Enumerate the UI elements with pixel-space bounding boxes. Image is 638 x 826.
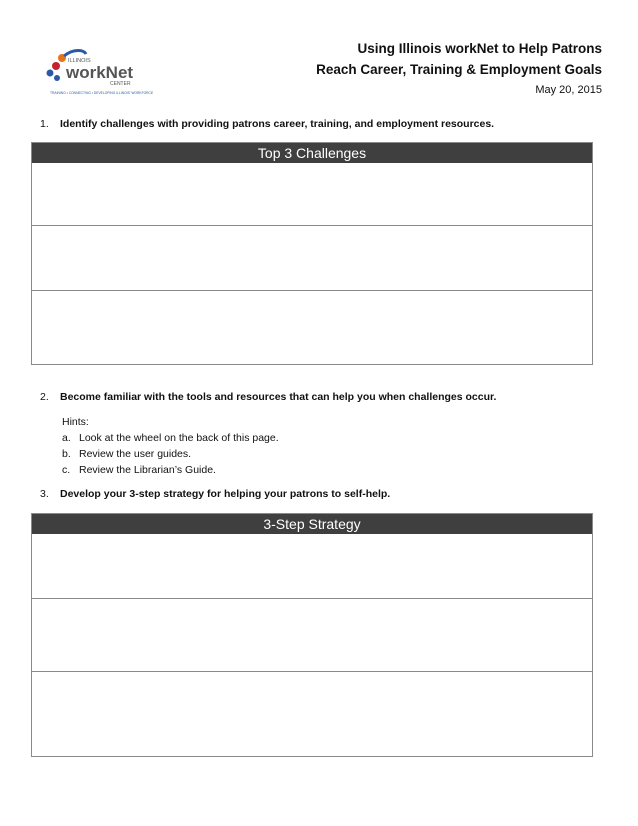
logo-tagline-text: TRAINING • CONNECTING • DEVELOPING ILLINOIS' WORKFORCE: [50, 91, 154, 95]
question-1-number: 1.: [40, 118, 49, 130]
question-2: [40, 391, 496, 403]
document-title: [316, 38, 602, 80]
hint-letter: a.: [62, 432, 71, 444]
logo-center-text: CENTER: [110, 81, 131, 87]
title-line-1: Using Illinois workNet to Help Patrons: [357, 41, 602, 56]
hints-list: [62, 414, 279, 478]
hints-label: Hints:: [62, 416, 89, 428]
question-2-number: 2.: [40, 391, 49, 403]
strategy-table-header: 3-Step Strategy: [32, 514, 592, 534]
challenge-row-2[interactable]: [32, 225, 592, 290]
question-1: [40, 118, 494, 130]
hint-item: [62, 462, 279, 478]
question-1-text: Identify challenges with providing patrons career, training, and employment resources.: [60, 118, 495, 130]
strategy-row-3[interactable]: [32, 671, 592, 756]
logo-illinois-text: ILLINOIS: [68, 58, 91, 64]
strategy-table: [31, 513, 593, 757]
hint-item: [62, 430, 279, 446]
hint-item: [62, 446, 279, 462]
question-2-text: Become familiar with the tools and resources that can help you when challenges occur.: [60, 391, 497, 403]
challenge-row-1[interactable]: [32, 163, 592, 225]
document-date: May 20, 2015: [535, 84, 602, 96]
hint-text: Review the Librarian’s Guide.: [79, 464, 216, 476]
hint-letter: b.: [62, 448, 71, 460]
logo-worknet-text: workNet: [66, 63, 134, 82]
question-3: [40, 488, 390, 500]
question-3-text: Develop your 3-step strategy for helping your patrons to self-help.: [60, 488, 391, 500]
hint-text: Review the user guides.: [79, 448, 192, 460]
challenge-row-3[interactable]: [32, 290, 592, 364]
challenges-table: [31, 142, 593, 365]
challenges-table-header: Top 3 Challenges: [32, 143, 592, 163]
hint-letter: c.: [62, 464, 71, 476]
question-3-number: 3.: [40, 488, 49, 500]
illinois-worknet-logo: [40, 40, 164, 98]
strategy-row-1[interactable]: [32, 534, 592, 598]
title-line-2: Reach Career, Training & Employment Goals: [316, 62, 602, 77]
strategy-row-2[interactable]: [32, 598, 592, 671]
hint-text: Look at the wheel on the back of this page.: [79, 432, 279, 444]
